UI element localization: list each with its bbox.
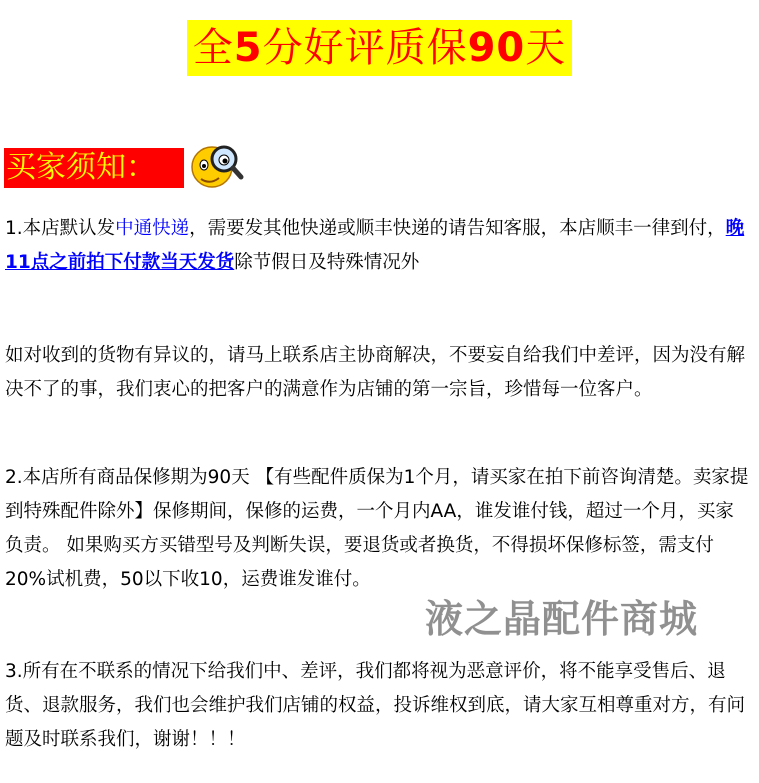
headline-part-5: 天 bbox=[525, 25, 567, 71]
headline-part-2: 5 bbox=[233, 25, 263, 71]
headline-part-1: 全 bbox=[192, 25, 234, 71]
notice-dispute-paragraph: 如对收到的货物有异议的，请马上联系店主协商解决，不要妄自给我们中差评，因为没有解决不了的事，我们衷心的把客户的满意作为店铺的第一宗旨，珍惜每一位客户。 bbox=[5, 345, 746, 400]
same-day-shipping-link[interactable]: 晚11点之前拍下付款当天发货 bbox=[5, 218, 745, 273]
headline-part-4: 90 bbox=[467, 25, 526, 71]
shop-watermark: 液之晶配件商城 bbox=[425, 596, 699, 641]
notice-item-1-text-a: 1.本店默认发 bbox=[5, 218, 116, 239]
courier-name: 中通快递 bbox=[115, 218, 190, 239]
notice-item-1-text-b: ，需要发其他快递或顺丰快递的请告知客服，本店顺丰一律到付， bbox=[189, 218, 726, 239]
notice-item-1-text-c: 除节假日及特殊情况外 bbox=[234, 252, 420, 273]
notice-label: 买家须知： bbox=[4, 148, 184, 188]
headline bbox=[187, 20, 573, 76]
notice-item-3: 3.所有在不联系的情况下给我们中、差评，我们都将视为恶意评价，将不能享受售后、退货、退款服务，我们也会维护我们店铺的权益，投诉维权到底，请大家互相尊重对方，有问题及时联系我们，谢谢！！！ bbox=[5, 661, 746, 750]
notice-item-2: 2.本店所有商品保修期为90天 【有些配件质保为1个月，请买家在拍下前咨询清楚。卖家提到特殊配件除外】保修期间，保修的运费，一个月内AA，谁发谁付钱，超过一个月，买家负责。 如果购买方买错型号及判断失误，要退货或者换货，不得损坏保修标签，需支付20%试机费，50以下收10，运费谁发谁付。 bbox=[5, 467, 749, 590]
notice-item-1 bbox=[5, 212, 751, 280]
headline-part-3: 分好评质保 bbox=[262, 25, 468, 71]
magnifier-emoji-icon bbox=[188, 140, 244, 192]
headline-banner bbox=[0, 20, 759, 76]
